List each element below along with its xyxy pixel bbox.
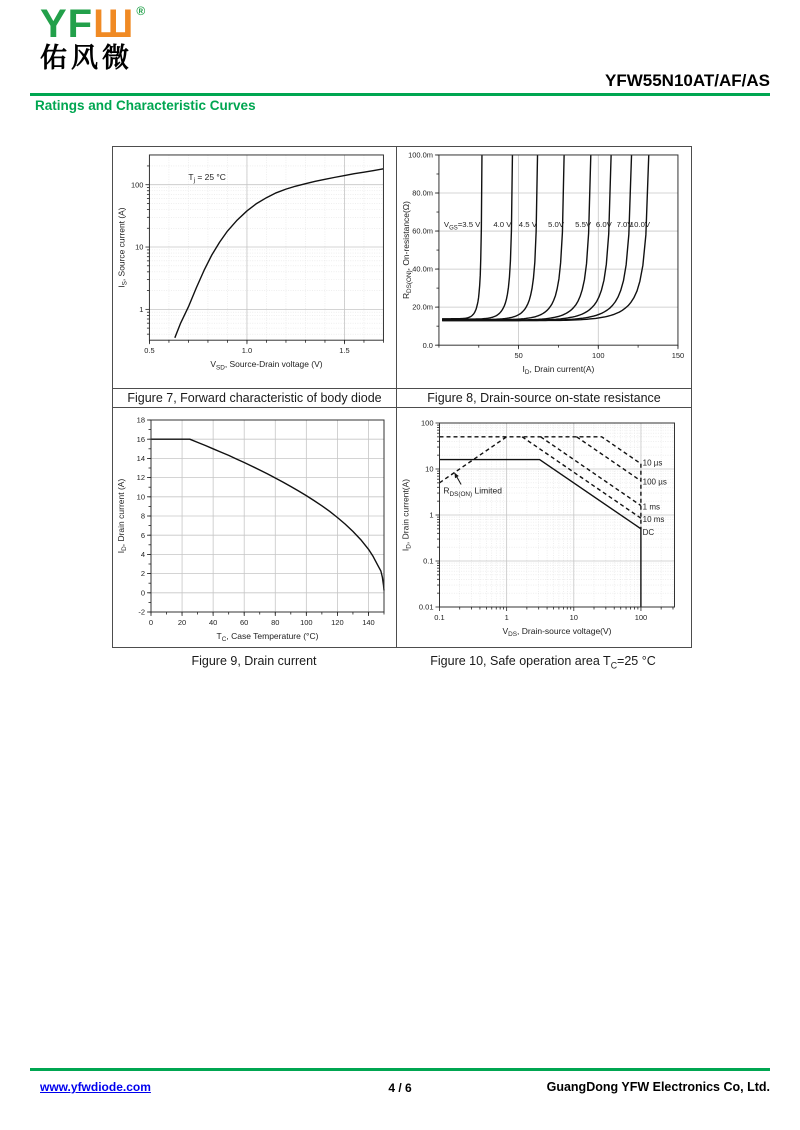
y-tick-label: 12 bbox=[136, 473, 145, 483]
x-axis-title: $V_{DS}$, Drain-source voltage(V) bbox=[502, 626, 612, 639]
curve-pulse-100us bbox=[577, 437, 641, 481]
y-tick-label: 6 bbox=[140, 530, 145, 540]
figure7-caption: Figure 7, Forward characteristic of body diode bbox=[113, 389, 397, 408]
characteristic-curves-table bbox=[112, 146, 692, 648]
website-link[interactable]: www.yfwdiode.com bbox=[40, 1080, 151, 1094]
vgs-label: 4.5 V bbox=[518, 220, 537, 230]
bottom-captions bbox=[112, 654, 690, 671]
vgs-label: 4.0 V bbox=[493, 220, 512, 230]
page-footer bbox=[0, 1068, 800, 1100]
y-tick-label: 0.01 bbox=[418, 602, 434, 612]
y-tick-label: -2 bbox=[138, 607, 145, 617]
y-axis-title: $I_D$, Drain current (A) bbox=[116, 478, 129, 554]
curve-vgs-5.0V bbox=[442, 155, 564, 320]
x-tick-label: 60 bbox=[240, 618, 249, 627]
x-tick-label: 120 bbox=[331, 618, 344, 627]
logo-text-orange: Ш bbox=[93, 2, 135, 46]
annotation: $T_j = 25$ °C bbox=[188, 171, 226, 184]
figure9-caption: Figure 9, Drain current bbox=[191, 654, 317, 668]
logo-text-green: YF bbox=[40, 2, 94, 46]
y-tick-label: 0.0 bbox=[422, 340, 433, 350]
figure9-cell bbox=[113, 408, 397, 647]
page-header bbox=[0, 0, 800, 93]
x-axis-title: $I_D$, Drain current(A) bbox=[522, 364, 595, 377]
x-tick-label: 1.5 bbox=[339, 346, 350, 356]
header-divider bbox=[30, 93, 770, 96]
x-axis-title: $V_{SD}$, Source-Drain voltage (V) bbox=[210, 359, 323, 372]
vgs-label: $V_{GS}=3.5$ V bbox=[443, 220, 481, 232]
figure10-caption: Figure 10, Safe operation area $T_C=25$ °C bbox=[430, 654, 656, 671]
x-tick-label: 0.1 bbox=[434, 613, 445, 622]
figure8-cell bbox=[397, 147, 691, 389]
y-tick-label: 100 bbox=[420, 418, 434, 428]
part-number: YFW55N10AT/AF/AS bbox=[605, 71, 770, 90]
x-tick-label: 100 bbox=[592, 351, 605, 361]
annotation: $R_{DS(ON)}$ Limited bbox=[443, 485, 502, 498]
line-label-pulse-10ms: 10 ms bbox=[642, 514, 665, 524]
y-tick-label: 16 bbox=[136, 434, 145, 444]
x-tick-label: 100 bbox=[300, 618, 313, 627]
x-tick-label: 150 bbox=[671, 351, 685, 361]
footer-divider bbox=[30, 1068, 770, 1071]
y-tick-label: 2 bbox=[140, 569, 145, 579]
logo-chinese-name: 佑风微 bbox=[40, 43, 133, 73]
y-tick-label: 40.0m bbox=[412, 264, 433, 274]
y-tick-label: 80.0m bbox=[412, 188, 433, 198]
x-tick-label: 40 bbox=[208, 618, 218, 627]
curve-vgs-4.0V bbox=[442, 155, 512, 319]
vgs-label: 5.0V bbox=[548, 220, 565, 230]
y-tick-label: 0 bbox=[140, 588, 145, 598]
x-tick-label: 80 bbox=[271, 618, 280, 627]
y-axis-title: $I_S$, Source current (A) bbox=[116, 207, 129, 288]
curve-drain-current-derating bbox=[151, 439, 384, 590]
y-tick-label: 10 bbox=[136, 492, 145, 502]
y-axis-title: $I_D$, Drain current(A) bbox=[400, 478, 413, 552]
y-tick-label: 4 bbox=[140, 550, 145, 559]
x-axis-title: $T_C$, Case Temperature (°C) bbox=[216, 631, 319, 644]
curve-vgs-5.5V bbox=[442, 155, 591, 320]
curve-pulse-10ms bbox=[522, 437, 641, 518]
y-tick-label: 100 bbox=[131, 180, 144, 190]
line-label-pulse-100us: 100 µs bbox=[642, 477, 667, 487]
y-tick-label: 0.1 bbox=[423, 556, 434, 566]
x-tick-label: 1 bbox=[504, 613, 509, 622]
figure7-cell bbox=[113, 147, 397, 389]
y-tick-label: 20.0m bbox=[412, 302, 433, 312]
x-tick-label: 140 bbox=[362, 618, 375, 627]
x-tick-label: 100 bbox=[634, 613, 648, 622]
y-tick-label: 18 bbox=[136, 415, 145, 425]
x-tick-label: 0 bbox=[148, 618, 154, 627]
curve-vgs-6.0V bbox=[442, 155, 611, 320]
curve-vgs-3.5V bbox=[442, 155, 482, 319]
footer-row bbox=[30, 1080, 770, 1100]
y-tick-label: 1 bbox=[139, 304, 144, 314]
x-tick-label: 20 bbox=[177, 618, 187, 627]
x-tick-label: 0.5 bbox=[144, 346, 155, 356]
y-tick-label: 60.0m bbox=[412, 226, 433, 236]
x-tick-label: 1.0 bbox=[241, 346, 253, 356]
line-label-pulse-10us: 10 µs bbox=[642, 458, 663, 468]
y-tick-label: 10 bbox=[425, 464, 434, 474]
x-tick-label: 50 bbox=[514, 351, 523, 361]
figure7-chart bbox=[113, 147, 396, 388]
registered-trademark-icon: ® bbox=[136, 4, 147, 18]
logo-wordmark bbox=[40, 2, 147, 46]
y-tick-label: 1 bbox=[429, 510, 434, 520]
page-number: 4 / 6 bbox=[388, 1081, 412, 1095]
y-tick-label: 14 bbox=[136, 454, 145, 463]
line-label-pulse-1ms: 1 ms bbox=[642, 502, 660, 512]
curve-vgs-4.5V bbox=[442, 155, 537, 320]
figure10-cell bbox=[397, 408, 691, 647]
vgs-label: 6.0V bbox=[595, 220, 612, 230]
section-title: Ratings and Characteristic Curves bbox=[35, 98, 256, 113]
y-axis-title: $R_{DS(ON)}$, On-resistance(Ω) bbox=[401, 201, 414, 300]
figure10-chart bbox=[397, 408, 691, 647]
figure8-caption: Figure 8, Drain-source on-state resistance bbox=[397, 389, 691, 408]
yfw-logo bbox=[40, 2, 147, 73]
vgs-label: 10.0V bbox=[629, 220, 651, 230]
x-tick-label: 10 bbox=[569, 613, 578, 622]
vgs-label: 5.5V bbox=[575, 220, 592, 230]
figure9-chart bbox=[113, 408, 396, 647]
vgs-label: 7.0V bbox=[616, 220, 633, 230]
y-tick-label: 10 bbox=[135, 242, 144, 252]
figure8-chart bbox=[397, 147, 691, 388]
line-label-dc: DC bbox=[642, 527, 655, 537]
company-name: GuangDong YFW Electronics Co, Ltd. bbox=[546, 1080, 770, 1094]
y-tick-label: 100.0m bbox=[408, 150, 433, 160]
y-tick-label: 8 bbox=[140, 511, 145, 521]
